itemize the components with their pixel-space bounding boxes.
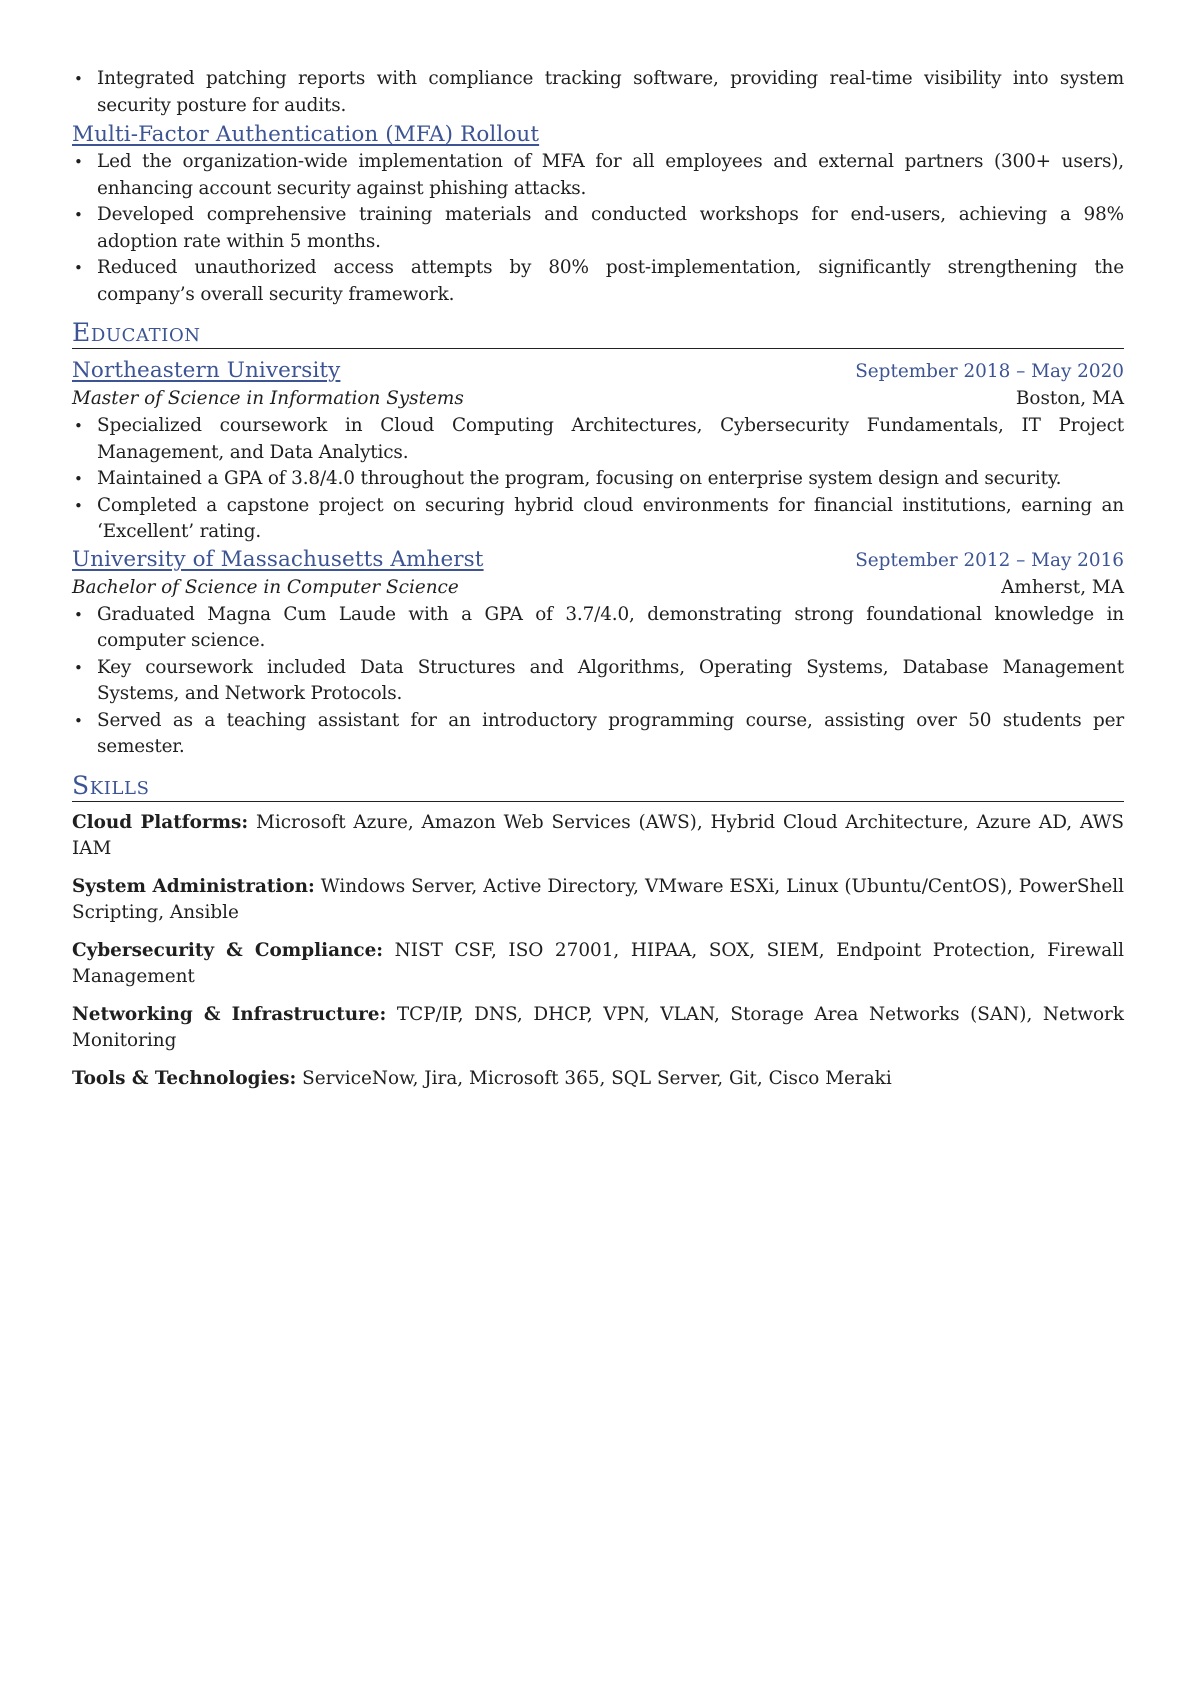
list-item: • Integrated patching reports with compliance tracking software, providing real-time visibility into system security posture for audits. [72, 66, 1124, 119]
education-entry-subheader [72, 574, 1124, 602]
mfa-project-title-row [72, 121, 1124, 149]
resume-page [72, 66, 1124, 1103]
list-item: • Served as a teaching assistant for an introductory programming course, assisting over 50 students per semester. [72, 708, 1124, 761]
skill-row-networking [72, 1002, 1124, 1055]
list-item: • Led the organization-wide implementation of MFA for all employees and external partners (300+ users), enhancing account security against phishing attacks. [72, 149, 1124, 202]
skill-row-tools [72, 1066, 1124, 1093]
education-dates: September 2018 – May 2020 [855, 361, 1124, 382]
degree-title: Master of Science in Information Systems [72, 388, 464, 409]
list-item: • Developed comprehensive training materials and conducted workshops for end-users, achieving a 98% adoption rate within 5 months. [72, 202, 1124, 255]
skill-value: TCP/IP, DNS, DHCP, VPN, VLAN, Storage Area Networks (SAN), Network Monitoring [72, 1003, 1124, 1051]
list-item: • Maintained a GPA of 3.8/4.0 throughout the program, focusing on enterprise system design and security. [72, 466, 1124, 493]
skill-value: ServiceNow, Jira, Microsoft 365, SQL Server, Git, Cisco Meraki [302, 1067, 892, 1089]
skill-row-system-administration [72, 874, 1124, 927]
skill-label: System Administration: [72, 875, 315, 897]
education-heading: Education [72, 318, 1124, 349]
skill-label: Cybersecurity & Compliance: [72, 939, 384, 961]
list-item: • Specialized coursework in Cloud Computing Architectures, Cybersecurity Fundamentals, IT Project Management, and Data Analytics. [72, 413, 1124, 466]
education-entry-northeastern [72, 357, 1124, 546]
education-entry-umass [72, 546, 1124, 761]
education-entry-subheader [72, 385, 1124, 413]
list-item: • Reduced unauthorized access attempts by 80% post-implementation, significantly strengthening the company’s overall security framework. [72, 255, 1124, 308]
skill-value: Windows Server, Active Directory, VMware ESXi, Linux (Ubuntu/CentOS), PowerShell Scripting, Ansible [72, 875, 1125, 923]
education-location: Boston, MA [1015, 388, 1124, 409]
skill-label: Cloud Platforms: [72, 811, 249, 833]
skill-label: Tools & Technologies: [72, 1067, 297, 1089]
school-link[interactable]: Northeastern University [72, 358, 341, 383]
school-link[interactable]: University of Massachusetts Amherst [72, 546, 484, 572]
skill-row-cloud-platforms [72, 810, 1124, 863]
education-bullet-list [72, 602, 1124, 761]
skill-row-cybersecurity [72, 938, 1124, 991]
skill-label: Networking & Infrastructure: [72, 1003, 387, 1025]
skill-value: NIST CSF, ISO 27001, HIPAA, SOX, SIEM, Endpoint Protection, Firewall Management [72, 939, 1124, 987]
list-item: • Completed a capstone project on securing hybrid cloud environments for financial institutions, earning an ‘Excellent’ rating. [72, 493, 1124, 546]
skills-heading: Skills [72, 771, 1124, 802]
education-location: Amherst, MA [1001, 576, 1124, 598]
mfa-bullet-list [72, 149, 1124, 308]
mfa-project-title-link[interactable]: Multi-Factor Authentication (MFA) Rollout [72, 122, 540, 147]
list-item: • Graduated Magna Cum Laude with a GPA of 3.7/4.0, demonstrating strong foundational knowledge in computer science. [72, 602, 1124, 655]
education-entry-header [72, 546, 1124, 574]
list-item: • Key coursework included Data Structures and Algorithms, Operating Systems, Database Management Systems, and Network Protocols. [72, 655, 1124, 708]
education-bullet-list [72, 413, 1124, 546]
patching-bullet-list [72, 66, 1124, 119]
skill-value: Microsoft Azure, Amazon Web Services (AWS), Hybrid Cloud Architecture, Azure AD, AWS IAM [72, 811, 1124, 859]
education-dates: September 2012 – May 2016 [855, 549, 1124, 571]
education-entry-header [72, 357, 1124, 385]
degree-title: Bachelor of Science in Computer Science [72, 576, 459, 598]
